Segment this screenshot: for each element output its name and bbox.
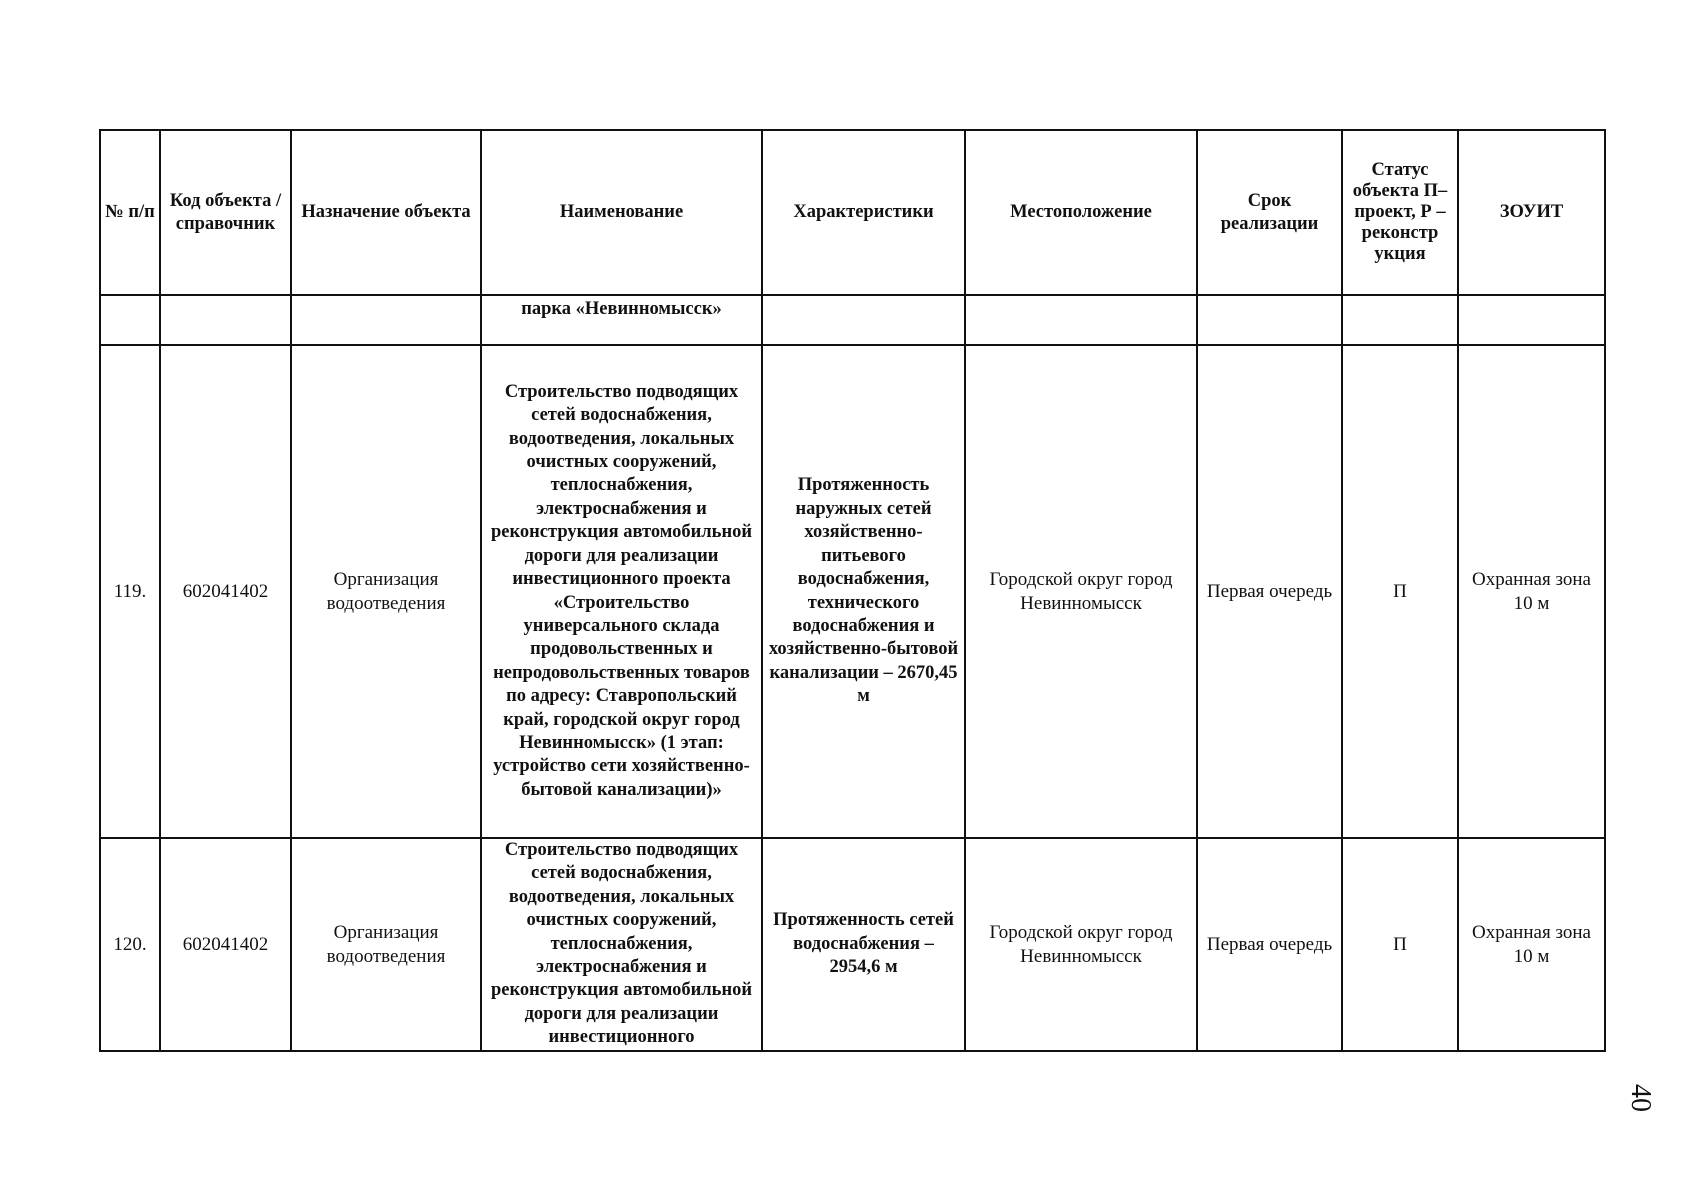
cell-characteristics: Протяженность сетей водоснабжения – 2954,6 м bbox=[762, 838, 965, 1051]
cell-location bbox=[965, 295, 1197, 345]
table-header bbox=[100, 130, 1605, 295]
header-term: Срок реализации bbox=[1197, 130, 1342, 295]
cell-zone: Охранная зона 10 м bbox=[1458, 345, 1605, 838]
cell-term: Первая очередь bbox=[1197, 838, 1342, 1051]
page-number: 40 bbox=[1625, 1084, 1656, 1112]
table-row-continuation bbox=[100, 295, 1605, 345]
cell-name: парка «Невинномысск» bbox=[481, 295, 762, 345]
header-purpose: Назначение объекта bbox=[291, 130, 481, 295]
cell-code: 602041402 bbox=[160, 838, 291, 1051]
cell-term bbox=[1197, 295, 1342, 345]
header-zone: ЗОУИТ bbox=[1458, 130, 1605, 295]
table-row bbox=[100, 838, 1605, 1051]
cell-location: Городской округ город Невинномысск bbox=[965, 345, 1197, 838]
cell-num bbox=[100, 295, 160, 345]
cell-zone: Охранная зона 10 м bbox=[1458, 838, 1605, 1051]
cell-purpose bbox=[291, 295, 481, 345]
cell-purpose: Организация водоотведения bbox=[291, 345, 481, 838]
cell-name: Строительство подводящих сетей водоснабжения, водоотведения, локальных очистных сооружений, теплоснабжения, электроснабжения и реконструкция автомобильной дороги для реализации инвестиционного проекта «Строительство универсального склада продовольственных и непродовольственных товаров по адресу: Ставропольский край, городской округ город Невинномысск» (1 этап: устройство сети хозяйственно-бытовой канализации)» bbox=[481, 345, 762, 838]
cell-characteristics: Протяженность наружных сетей хозяйственно-питьевого водоснабжения, технического водоснабжения и хозяйственно-бытовой канализации – 2670,45 м bbox=[762, 345, 965, 838]
header-name: Наименование bbox=[481, 130, 762, 295]
table-row bbox=[100, 345, 1605, 838]
header-status: Статус объекта П– проект, Р – реконстр укция bbox=[1342, 130, 1458, 295]
cell-num: 120. bbox=[100, 838, 160, 1051]
cell-purpose: Организация водоотведения bbox=[291, 838, 481, 1051]
cell-code: 602041402 bbox=[160, 345, 291, 838]
header-location: Местоположение bbox=[965, 130, 1197, 295]
header-characteristics: Характеристики bbox=[762, 130, 965, 295]
cell-zone bbox=[1458, 295, 1605, 345]
cell-num: 119. bbox=[100, 345, 160, 838]
cell-location: Городской округ город Невинномысск bbox=[965, 838, 1197, 1051]
cell-status bbox=[1342, 295, 1458, 345]
objects-table bbox=[99, 129, 1606, 1052]
cell-name: Строительство подводящих сетей водоснабжения, водоотведения, локальных очистных сооружений, теплоснабжения, электроснабжения и реконструкция автомобильной дороги для реализации инвестиционного bbox=[481, 838, 762, 1051]
cell-term: Первая очередь bbox=[1197, 345, 1342, 838]
header-num: № п/п bbox=[100, 130, 160, 295]
header-code: Код объекта / справочник bbox=[160, 130, 291, 295]
cell-code bbox=[160, 295, 291, 345]
cell-characteristics bbox=[762, 295, 965, 345]
cell-status: П bbox=[1342, 838, 1458, 1051]
cell-status: П bbox=[1342, 345, 1458, 838]
